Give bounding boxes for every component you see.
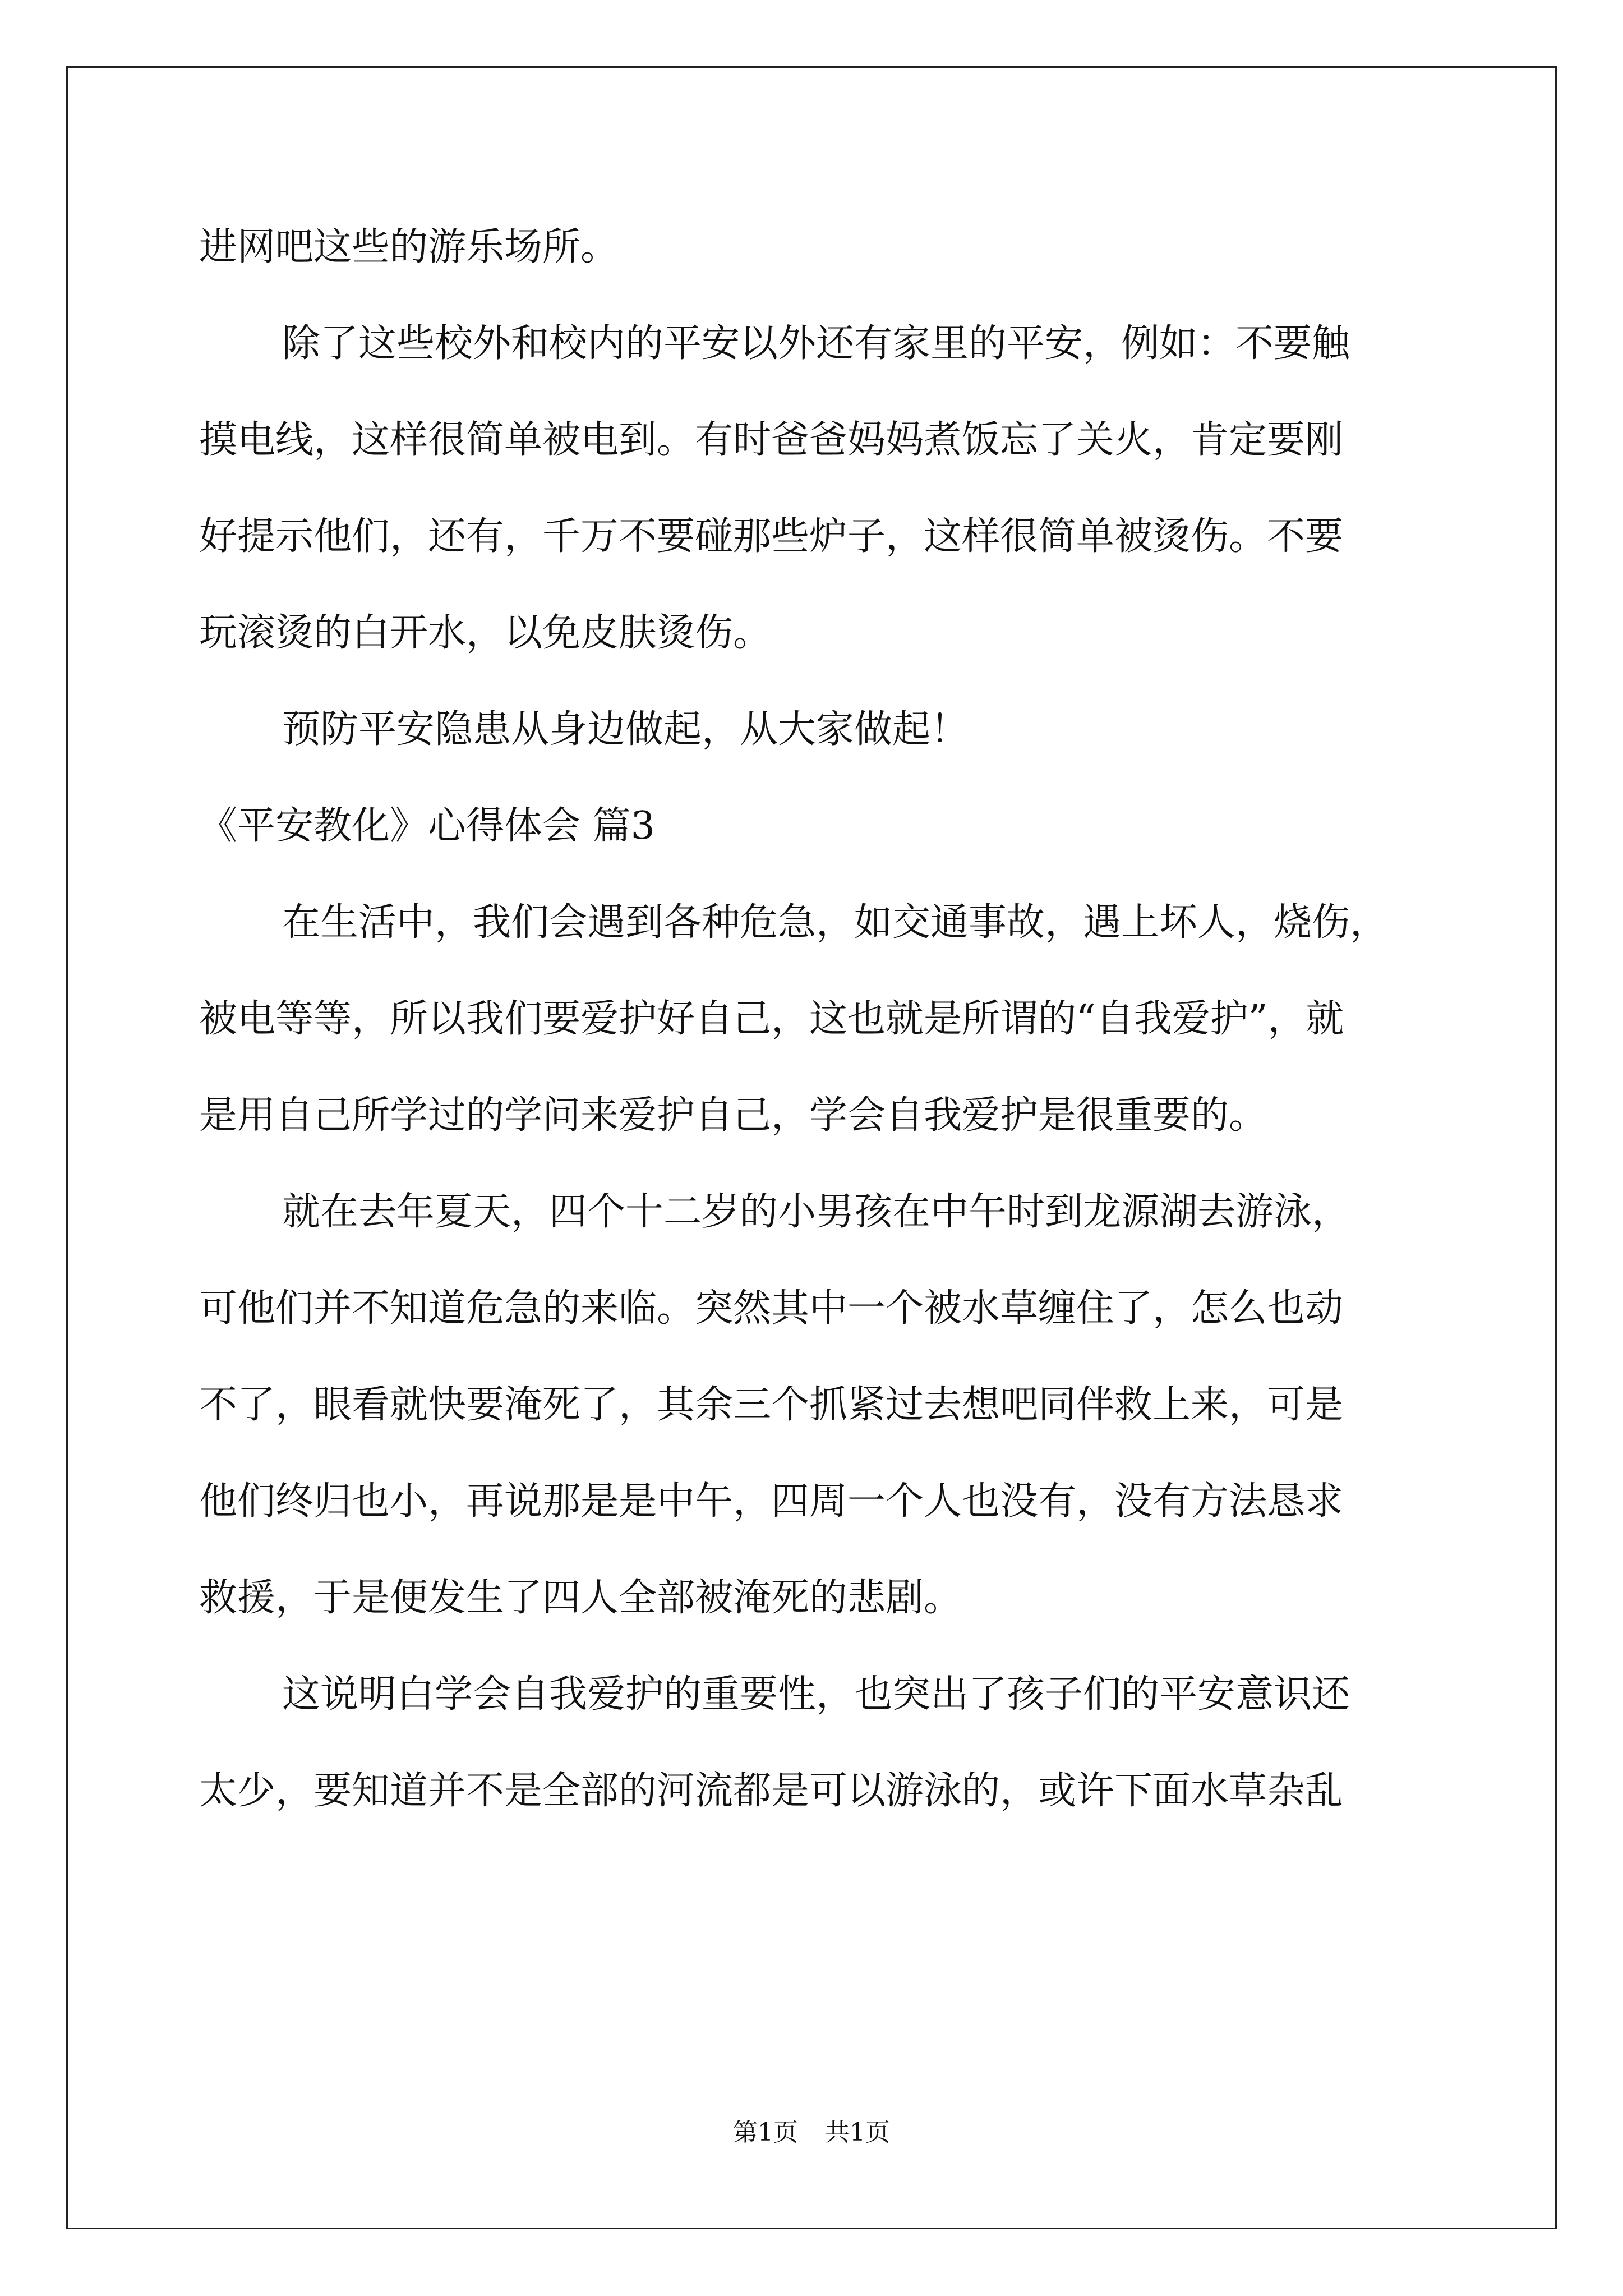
text-line: 在生活中，我们会遇到各种危急，如交通事故，遇上坏人，烧伤， bbox=[282, 900, 1389, 945]
text-line: 不了，眼看就快要淹死了，其余三个抓紧过去想吧同伴救上来，可是 bbox=[199, 1383, 1344, 1427]
text-line: 除了这些校外和校内的平安以外还有家里的平安，例如：不要触 bbox=[282, 321, 1350, 366]
text-line: 摸电线，这样很简单被电到。有时爸爸妈妈煮饭忘了关火，肯定要刚 bbox=[199, 418, 1344, 462]
text-line: 是用自己所学过的学问来爱护自己，学会自我爱护是很重要的。 bbox=[199, 1093, 1267, 1138]
page-total: 共1页 bbox=[825, 2118, 890, 2147]
text-line: 太少，要知道并不是全部的河流都是可以游泳的，或许下面水草杂乱 bbox=[199, 1769, 1344, 1813]
text-line: 预防平安隐患从身边做起，从大家做起！ bbox=[282, 707, 969, 752]
section-heading: 《平安教化》心得体会 篇3 bbox=[199, 804, 655, 848]
text-line: 可他们并不知道危急的来临。突然其中一个被水草缠住了，怎么也动 bbox=[199, 1286, 1344, 1331]
text-line: 这说明白学会自我爱护的重要性，也突出了孩子们的平安意识还 bbox=[282, 1672, 1350, 1717]
text-line: 他们终归也小，再说那是是中午，四周一个人也没有，没有方法恳求 bbox=[199, 1479, 1344, 1524]
page-number: 第1页 bbox=[733, 2118, 798, 2147]
text-line: 救援，于是便发生了四人全部被淹死的悲剧。 bbox=[199, 1576, 962, 1620]
page-footer bbox=[0, 2116, 1623, 2150]
text-line: 进网吧这些的游乐场所。 bbox=[199, 225, 619, 269]
text-line: 玩滚烫的白开水，以免皮肤烫伤。 bbox=[199, 611, 772, 655]
text-line: 被电等等，所以我们要爱护好自己，这也就是所谓的“自我爱护”，就 bbox=[199, 997, 1344, 1041]
document-body bbox=[199, 199, 1433, 1839]
text-line: 好提示他们，还有，千万不要碰那些炉子，这样很简单被烫伤。不要 bbox=[199, 514, 1344, 559]
text-line: 就在去年夏天，四个十二岁的小男孩在中午时到龙源湖去游泳， bbox=[282, 1190, 1350, 1234]
